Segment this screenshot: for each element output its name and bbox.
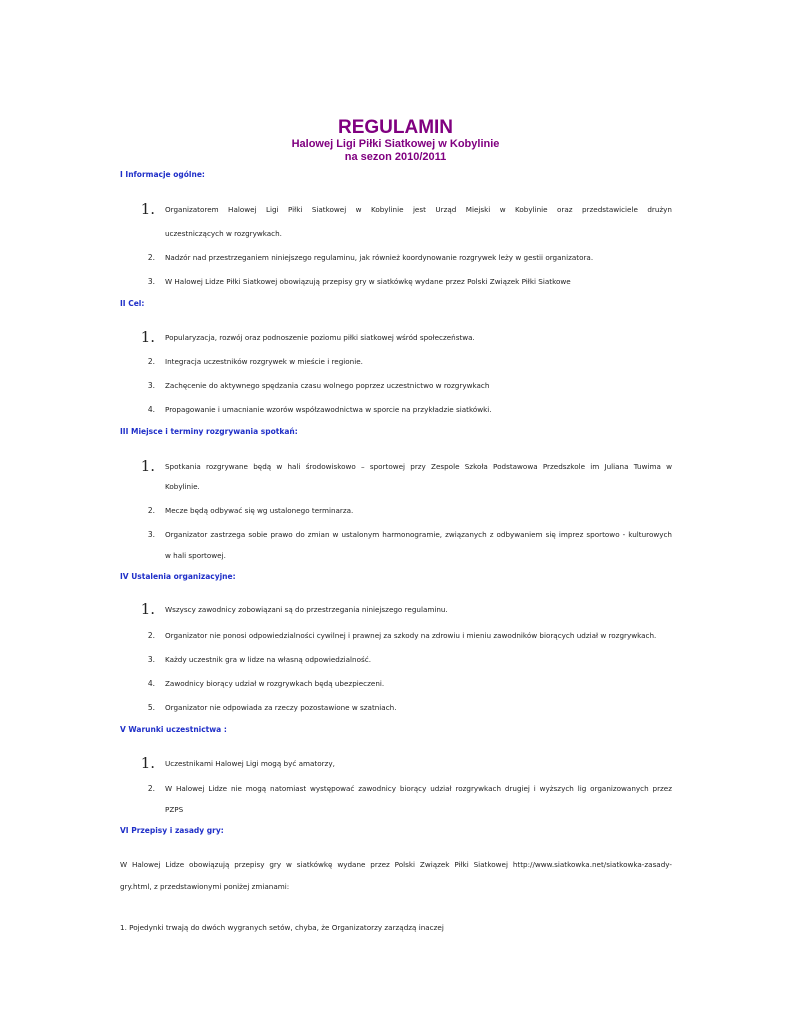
list-item-text: W Halowej Lidze nie mogą natomiast występować zawodnicy biorący udział rozgrywkach drugiej i wyższych lig organizowanych przez — [165, 784, 672, 793]
list-number: 1. — [140, 457, 155, 475]
list-item-text-continued: Kobylinie. — [165, 482, 200, 491]
list-item-text-continued: uczestniczących w rozgrywkach. — [165, 229, 282, 238]
list-number: 1. — [140, 754, 155, 772]
section-heading-ustalenia: IV Ustalenia organizacyjne: — [120, 572, 236, 581]
list-number: 3. — [147, 381, 155, 390]
list-number: 3. — [147, 655, 155, 664]
section-heading-miejsce-terminy: III Miejsce i terminy rozgrywania spotkań: — [120, 427, 298, 436]
list-number: 2. — [147, 253, 155, 262]
list-number: 4. — [147, 679, 155, 688]
list-item-text: Organizator nie ponosi odpowiedzialności cywilnej i prawnej za szkody na zdrowiu i mieniu zawodników biorących udział w rozgrywkach. — [165, 631, 657, 640]
list-item-text: Popularyzacja, rozwój oraz podnoszenie poziomu piłki siatkowej wśród społeczeństwa. — [165, 333, 475, 342]
list-number: 3. — [147, 530, 155, 539]
list-item-text: Organizator zastrzega sobie prawo do zmian w ustalonym harmonogramie, związanych z odbywaniem się imprez sportowo - kulturowych — [165, 530, 672, 539]
paragraph-text-continued: gry.html, z przedstawionymi poniżej zmianami: — [120, 882, 290, 891]
list-item-text: W Halowej Lidze Piłki Siatkowej obowiązują przepisy gry w siatkówkę wydane przez Polski Związek Piłki Siatkowe — [165, 277, 571, 286]
list-item-text: Nadzór nad przestrzeganiem niniejszego regulaminu, jak również koordynowanie rozgrywek leży w gestii organizatora. — [165, 253, 594, 262]
document-subtitle-line2: na sezon 2010/2011 — [344, 151, 447, 163]
paragraph-text: 1. Pojedynki trwają do dwóch wygranych setów, chyba, że Organizatorzy zarządzą inaczej — [120, 923, 444, 932]
list-item-text: Zachęcenie do aktywnego spędzania czasu wolnego poprzez uczestnictwo w rozgrywkach — [165, 381, 490, 390]
section-heading-przepisy: VI Przepisy i zasady gry: — [120, 826, 224, 835]
list-item-text: Każdy uczestnik gra w lidze na własną odpowiedzialność. — [165, 655, 371, 664]
list-item-text: Zawodnicy biorący udział w rozgrywkach będą ubezpieczeni. — [165, 679, 385, 688]
list-item-text: Mecze będą odbywać się wg ustalonego terminarza. — [165, 506, 354, 515]
list-number: 2. — [147, 784, 155, 793]
list-item-text: Uczestnikami Halowej Ligi mogą być amatorzy, — [165, 759, 335, 768]
list-number: 1. — [140, 328, 155, 346]
list-item-text-continued: PZPS — [165, 805, 184, 814]
list-item-text: Wszyscy zawodnicy zobowiązani są do przestrzegania niniejszego regulaminu. — [165, 605, 448, 614]
list-number: 2. — [147, 506, 155, 515]
paragraph-text: W Halowej Lidze obowiązują przepisy gry w siatkówkę wydane przez Polski Związek Piłki Siatkowej http://www.siatkowka.net/siatkowka-zasady- — [120, 860, 672, 869]
document-title: REGULAMIN — [337, 117, 454, 138]
list-number: 4. — [147, 405, 155, 414]
list-item-text: Propagowanie i umacnianie wzorów współzawodnictwa w sporcie na przykładzie siatkówki. — [165, 405, 492, 414]
list-number: 1. — [140, 600, 155, 618]
section-heading-warunki: V Warunki uczestnictwa : — [120, 725, 227, 734]
list-item-text-continued: w hali sportowej. — [165, 551, 226, 560]
document-subtitle-line1: Halowej Ligi Piłki Siatkowej w Kobylinie — [291, 138, 500, 150]
list-item-text: Organizator nie odpowiada za rzeczy pozostawione w szatniach. — [165, 703, 397, 712]
list-number: 5. — [147, 703, 155, 712]
list-item-text: Integracja uczestników rozgrywek w mieście i regionie. — [165, 357, 363, 366]
section-heading-informacje: I Informacje ogólne: — [120, 170, 205, 179]
section-heading-cel: II Cel: — [120, 299, 145, 308]
list-number: 2. — [147, 631, 155, 640]
list-item-text: Organizatorem Halowej Ligi Piłki Siatkowej w Kobylinie jest Urząd Miejski w Kobylinie oraz przedstawiciele drużyn — [165, 205, 672, 214]
list-item-text: Spotkania rozgrywane będą w hali środowiskowo – sportowej przy Zespole Szkoła Podstawowa Przedszkole im Juliana Tuwima w — [165, 462, 672, 471]
list-number: 1. — [140, 200, 155, 218]
list-number: 2. — [147, 357, 155, 366]
list-number: 3. — [147, 277, 155, 286]
